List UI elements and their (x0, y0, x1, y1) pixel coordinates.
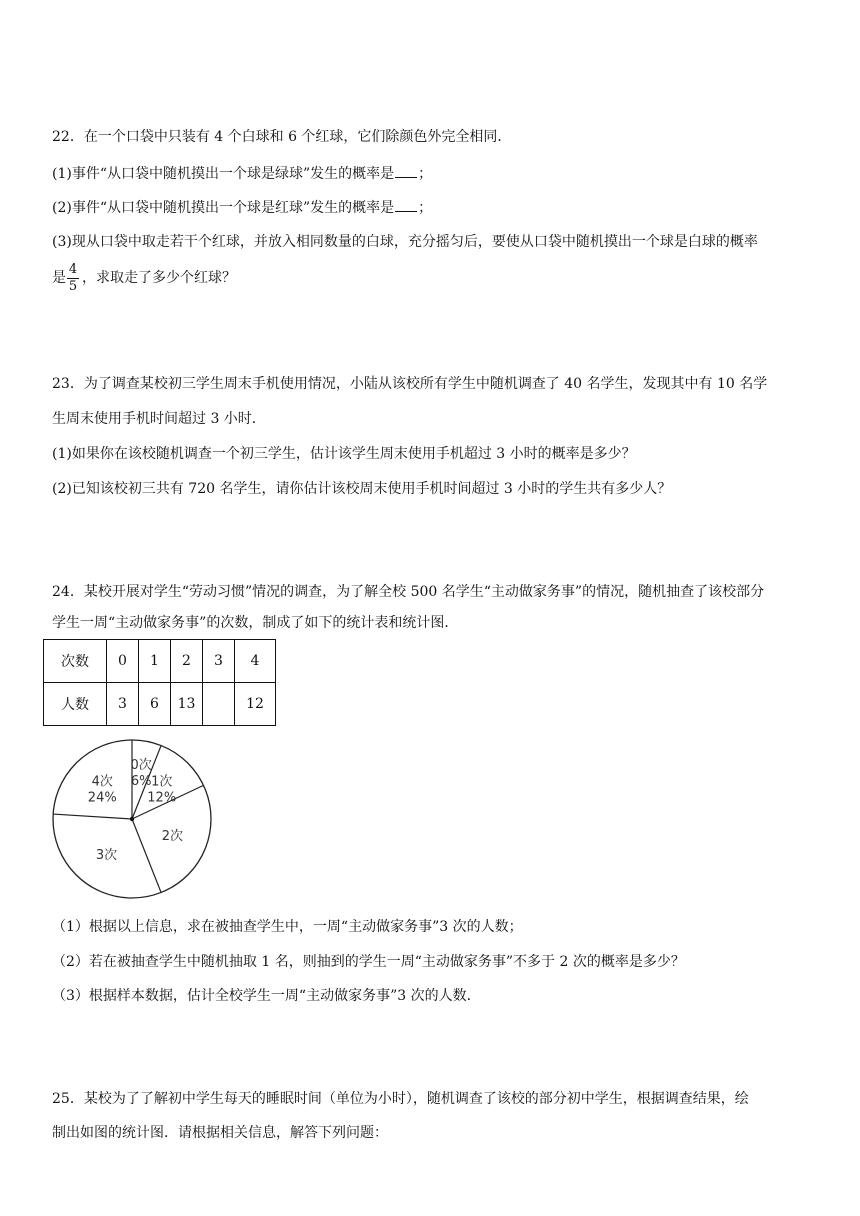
pie-slice-label: 2次 (161, 828, 184, 844)
q25-stem-line1: 25．某校为了了解初中学生每天的睡眠时间（单位为小时），随机调查了该校的部分初中学生，根据调查结果，绘 (52, 1091, 749, 1107)
q22-stem: 22．在一个口袋中只装有 4 个白球和 6 个红球，它们除颜色外完全相同． (52, 129, 512, 145)
table-cell: 3 (107, 683, 139, 726)
table-row (44, 640, 276, 683)
q23-stem-line2: 生周末使用手机时间超过 3 小时． (52, 411, 266, 427)
pie-slice-boundary (132, 819, 161, 892)
fraction-numerator: 4 (68, 262, 78, 277)
q22-part1 (52, 163, 432, 184)
table-cell: 2 (171, 640, 203, 683)
q22-part3-pre: 是 (52, 270, 66, 286)
q23-part1: (1)如果你在该校随机调查一个初三学生，估计该学生周末使用手机超过 3 小时的概率是多少？ (52, 446, 636, 462)
q24-part2: （2）若在被抽查学生中随机抽取 1 名，则抽到的学生一周“主动做家务事”不多于 2 次的概率是多少？ (52, 954, 685, 970)
q24-part1: （1）根据以上信息，求在被抽查学生中，一周“主动做家务事”3 次的人数； (52, 919, 523, 935)
table-cell: 12 (235, 683, 276, 726)
table-cell: 0 (107, 640, 139, 683)
pie-slice-label: 1次 (151, 774, 173, 790)
table-cell: 6 (139, 683, 171, 726)
fraction-denominator: 5 (68, 279, 78, 294)
q24-stem-line1: 24．某校开展对学生“劳动习惯”情况的调查，为了解全校 500 名学生“主动做家务事”的情况，随机抽查了该校部分 (52, 584, 765, 600)
q22-part2-text: (2)事件“从口袋中随机摸出一个球是红球”发生的概率是 (52, 200, 395, 216)
table-cell: 3 (203, 640, 235, 683)
q22-part3-line1: (3)现从口袋中取走若干个红球，并放入相同数量的白球，充分摇匀后，要使从口袋中随机摸出一个球是白球的概率 (52, 234, 758, 250)
q22-part3-post: ，求取走了多少个红球？ (82, 270, 236, 286)
q22-part2 (52, 197, 432, 218)
pie-slice-percent: 12% (147, 790, 177, 806)
q24-stem-line2: 学生一周“主动做家务事”的次数，制成了如下的统计表和统计图． (52, 615, 459, 631)
q22-part2-end: ； (418, 200, 433, 216)
table-row (44, 683, 276, 726)
answer-blank (395, 197, 417, 212)
pie-slice-label: 4次 (91, 774, 113, 790)
table-cell: 1 (139, 640, 171, 683)
table-header-cell: 人数 (44, 683, 107, 726)
pie-slice-label: 0次 (130, 757, 152, 773)
pie-chart (50, 738, 216, 900)
pie-slice-percent: 6% (130, 773, 152, 789)
q24-part3: （3）根据样本数据，估计全校学生一周“主动做家务事”3 次的人数． (52, 988, 481, 1004)
table-cell: 13 (171, 683, 203, 726)
pie-slice-percent: 24% (87, 790, 117, 806)
q22-part1-end: ； (418, 166, 433, 182)
q23-part2: (2)已知该校初三共有 720 名学生，请你估计该校周末使用手机时间超过 3 小时的学生共有多少人？ (52, 481, 672, 497)
pie-center-dot (130, 817, 134, 821)
pie-slice-label: 3次 (95, 848, 118, 864)
stats-table (43, 639, 276, 726)
pie-slice-boundary (53, 814, 132, 819)
q23-stem-line1: 23．为了调查某校初三学生周末手机使用情况，小陆从该校所有学生中随机调查了 40 名学生，发现其中有 10 名学 (52, 376, 768, 392)
answer-blank (395, 163, 417, 178)
q25-stem-line2: 制出如图的统计图．请根据相关信息，解答下列问题： (52, 1125, 388, 1141)
table-header-cell: 次数 (44, 640, 107, 683)
table-cell (203, 683, 235, 726)
q22-part1-text: (1)事件“从口袋中随机摸出一个球是绿球”发生的概率是 (52, 166, 395, 182)
table-cell: 4 (235, 640, 276, 683)
fraction (66, 262, 80, 295)
